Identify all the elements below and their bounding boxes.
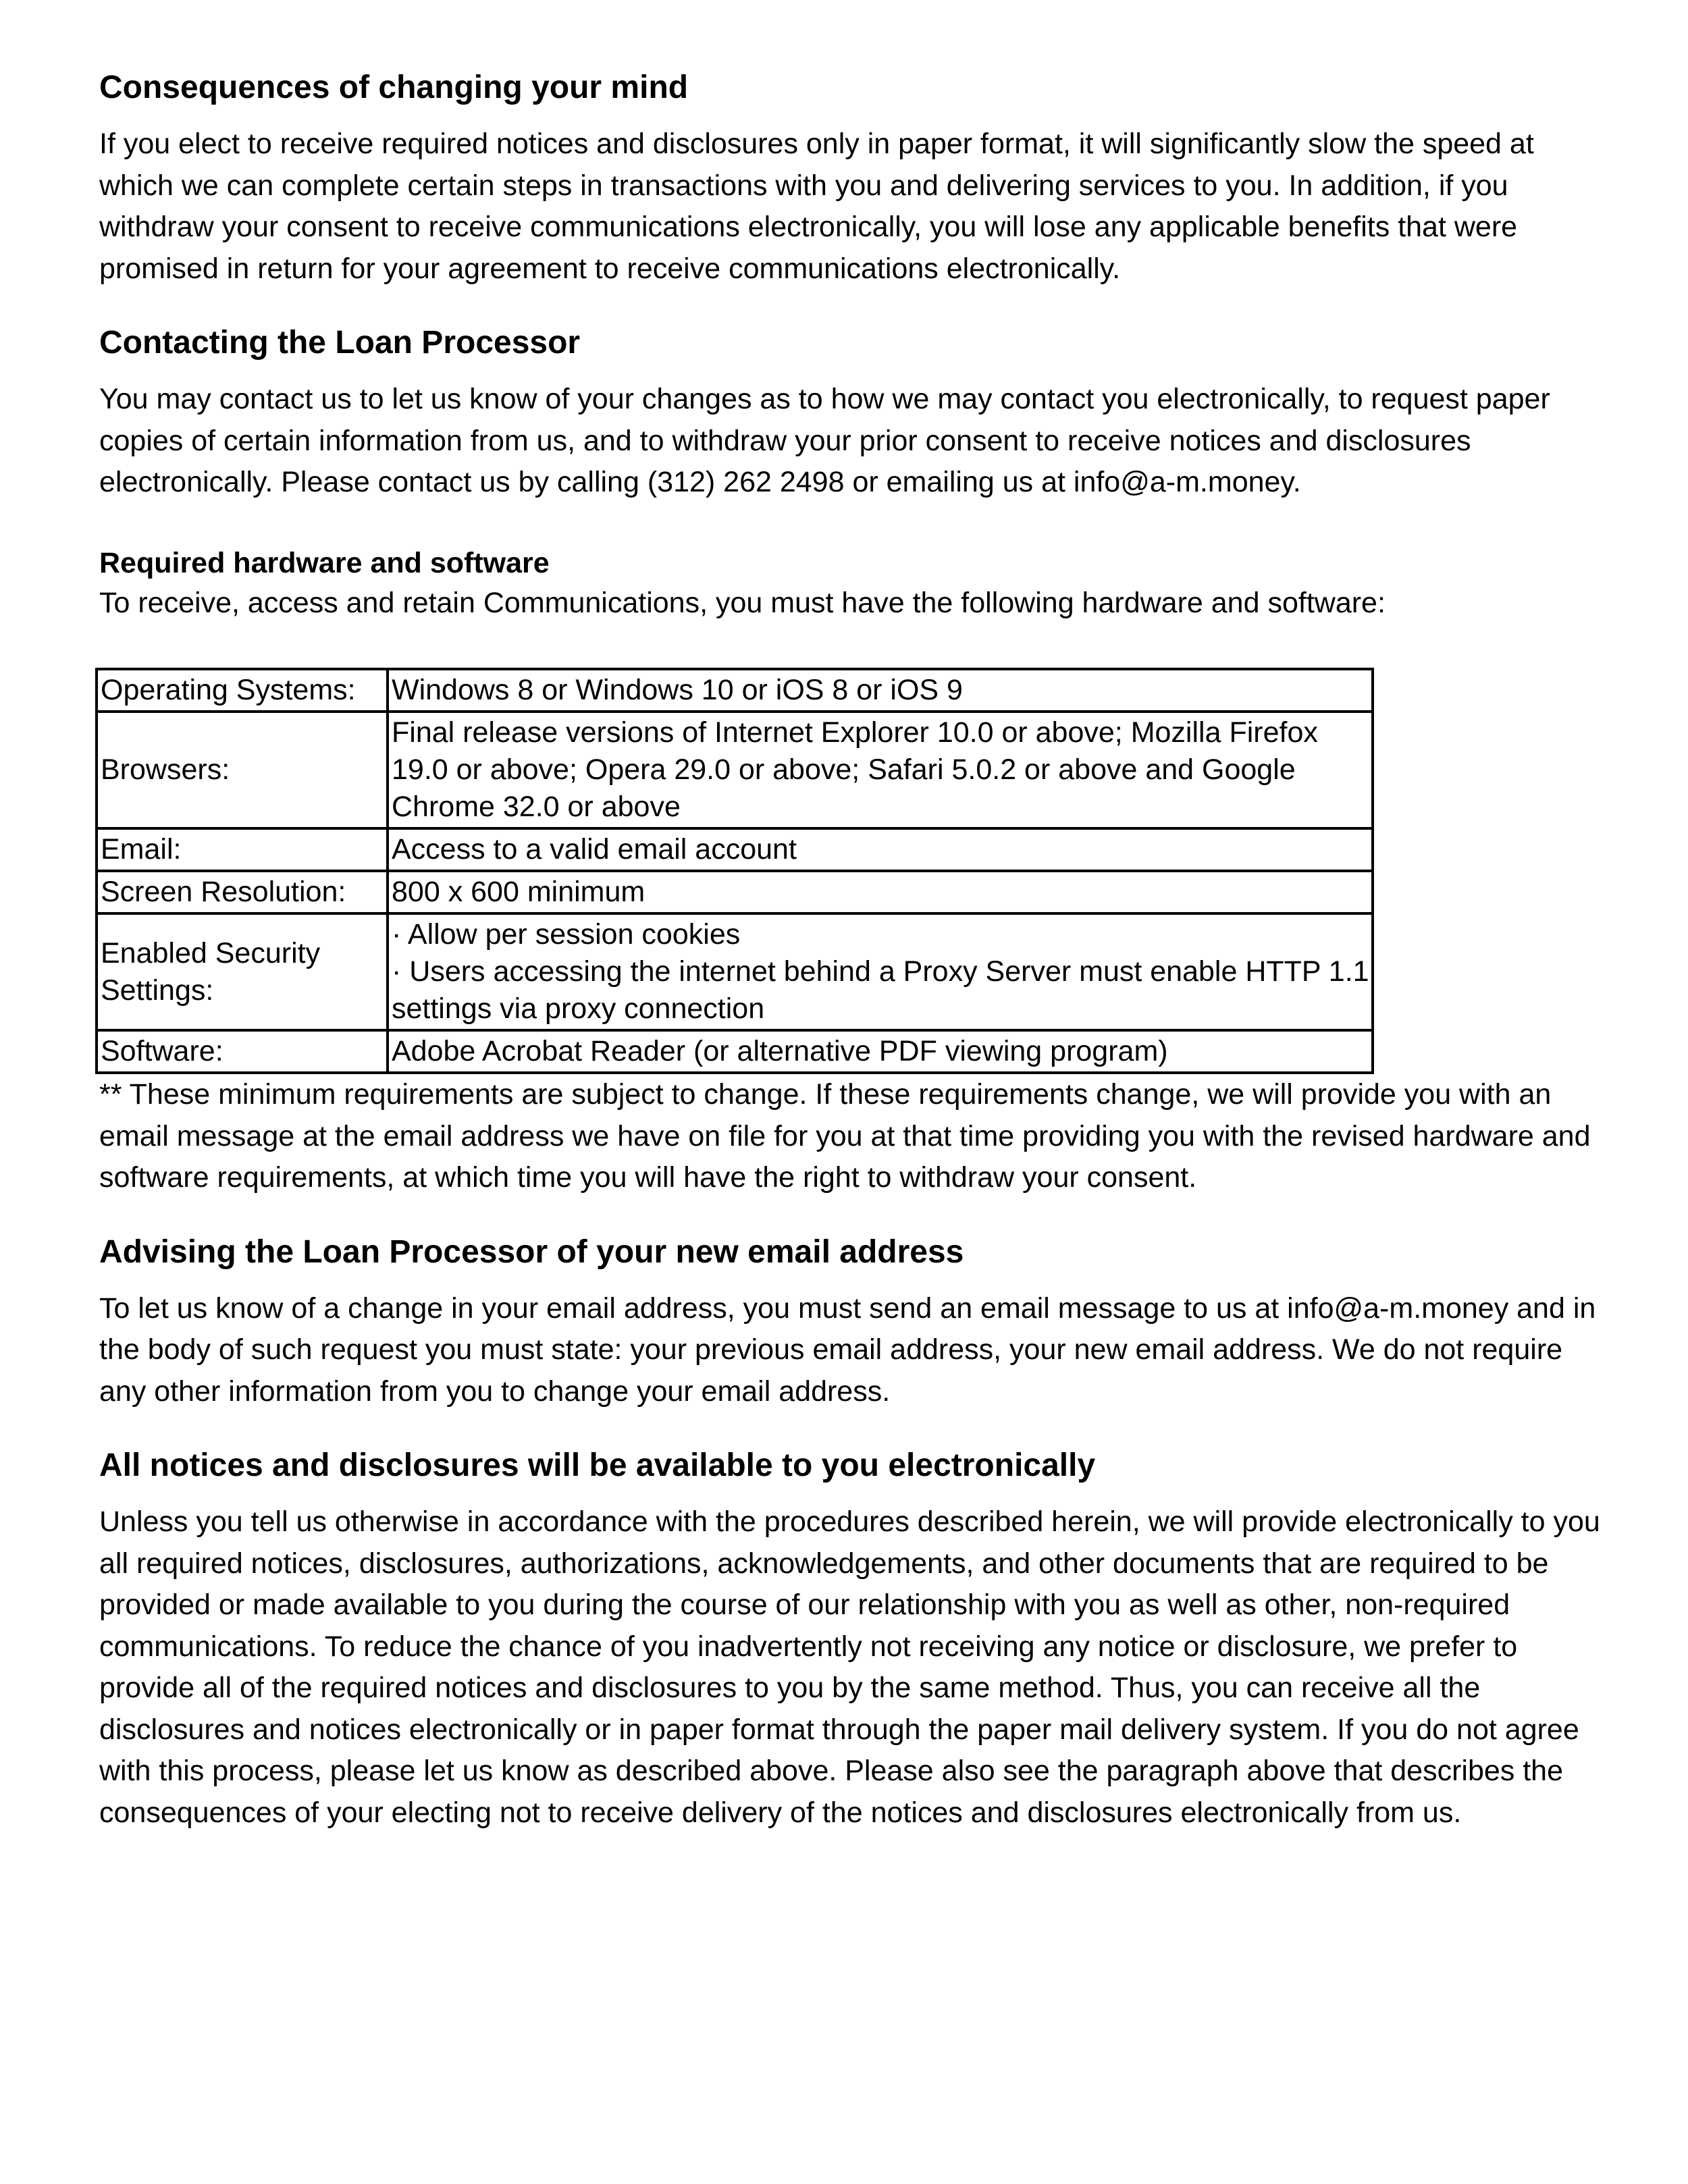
table-row-resolution [97, 871, 1373, 913]
section-heading-consequences: Consequences of changing your mind [99, 70, 689, 105]
table-label-software: Software: [97, 1030, 388, 1073]
table-row-browsers [97, 712, 1373, 828]
table-label-os: Operating Systems: [97, 669, 388, 712]
security-bullet-proxy: · Users accessing the internet behind a Proxy Server must enable HTTP 1.1 settings via proxy connection [392, 955, 1369, 1025]
table-value-resolution: 800 x 600 minimum [388, 871, 1373, 913]
section-heading-advising: Advising the Loan Processor of your new email address [99, 1233, 964, 1270]
section-body-advising: To let us know of a change in your email address, you must send an email message to us at info@a-m.money and in the body of such request you must state: your previous email address, your new email address. We do not require any other information from you to change your email address. [99, 1291, 1596, 1408]
table-value-software: Adobe Acrobat Reader (or alternative PDF viewing program) [388, 1030, 1373, 1073]
table-row-software [97, 1030, 1373, 1073]
table-value-browsers: Final release versions of Internet Explorer 10.0 or above; Mozilla Firefox 19.0 or above; Opera 29.0 or above; Safari 5.0.2 or above and Google Chrome 32.0 or above [388, 712, 1373, 828]
table-value-email: Access to a valid email account [388, 828, 1373, 871]
section-heading-all-notices: All notices and disclosures will be available to you electronically [99, 1447, 1096, 1483]
requirements-table [95, 668, 1374, 1074]
table-label-security: Enabled Security Settings: [97, 913, 388, 1030]
table-label-email: Email: [97, 828, 388, 871]
document-page [99, 68, 1605, 1834]
section-heading-contacting: Contacting the Loan Processor [99, 325, 581, 361]
requirements-note: ** These minimum requirements are subject to change. If these requirements change, we will provide you with an email message at the email address we have on file for you at that time providing you with the revised hardware and software requirements, at which time you will have the right to withdraw your consent. [99, 1078, 1591, 1194]
section-body-contacting: You may contact us to let us know of your changes as to how we may contact you electronically, to request paper copies of certain information from us, and to withdraw your prior consent to receive notices and disclosures electronically. Please contact us by calling (312) 262 2498 or emailing us at info@a-m.money. [99, 383, 1550, 498]
section-intro-hardware: To receive, access and retain Communications, you must have the following hardware and software: [99, 586, 1386, 619]
table-value-os: Windows 8 or Windows 10 or iOS 8 or iOS 9 [388, 669, 1373, 712]
security-bullet-cookies: · Allow per session cookies [392, 918, 741, 951]
section-heading-hardware: Required hardware and software [99, 546, 550, 579]
table-row-security [97, 913, 1373, 1030]
section-body-all-notices: Unless you tell us otherwise in accordance with the procedures described herein, we will provide electronically to you all required notices, disclosures, authorizations, acknowledgements, and other documents that are required to be provided or made available to you during the course of our relationship with you as well as other, non-required communications. To reduce the chance of you inadvertently not receiving any notice or disclosure, we prefer to provide all of the required notices and disclosures to you by the same method. Thus, you can receive all the disclosures and notices electronically or in paper format through the paper mail delivery system. If you do not agree with this process, please let us know as described above. Please also see the paragraph above that describes the consequences of your electing not to receive delivery of the notices and disclosures electronically from us. [99, 1506, 1600, 1829]
table-label-browsers: Browsers: [97, 712, 388, 828]
table-value-security [388, 913, 1373, 1030]
table-row-os [97, 669, 1373, 712]
table-label-resolution: Screen Resolution: [97, 871, 388, 913]
section-body-consequences: If you elect to receive required notices and disclosures only in paper format, it will significantly slow the speed at which we can complete certain steps in transactions with you and delivering services to you. In addition, if you withdraw your consent to receive communications electronically, you will lose any applicable benefits that were promised in return for your agreement to receive communications electronically. [99, 128, 1534, 285]
table-row-email [97, 828, 1373, 871]
